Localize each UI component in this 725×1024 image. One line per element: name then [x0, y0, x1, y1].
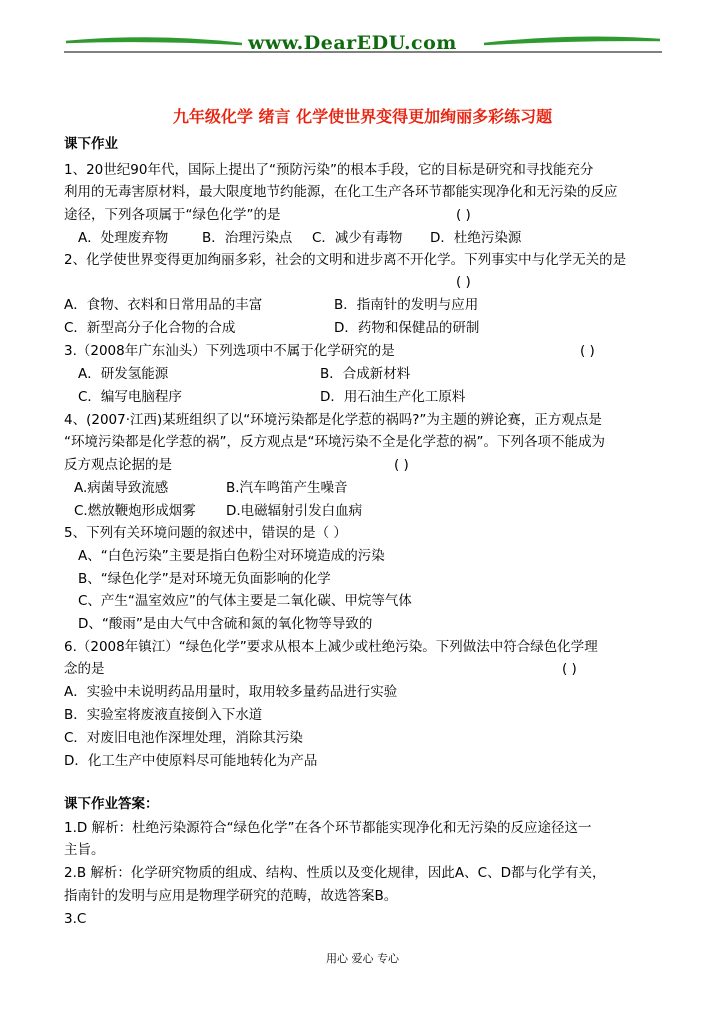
- answer-2-line2: 指南针的发明与应用是物理学研究的范畴，故选答案B。: [64, 888, 398, 904]
- q2-option-a: A．食物、衣料和日常用品的丰富: [64, 297, 263, 313]
- answer-1-line2: 主旨。: [64, 842, 105, 858]
- q1-answer-bracket: ( ): [456, 207, 471, 223]
- q5-option-d: D、“酸雨”是由大气中含硫和氮的氧化物等导致的: [78, 616, 373, 632]
- q4-option-d: D.电磁辐射引发白血病: [226, 503, 363, 519]
- q2-answer-bracket: ( ): [456, 274, 471, 290]
- q4-option-b: B.汽车鸣笛产生噪音: [226, 480, 348, 496]
- q2-option-d: D．药物和保健品的研制: [334, 320, 480, 336]
- q4-line2: “环境污染都是化学惹的祸”，反方观点是“环境污染不全是化学惹的祸”。下列各项不能成为: [64, 434, 605, 450]
- q5-option-a: A、“白色污染”主要是指白色粉尘对环境造成的污染: [78, 548, 385, 564]
- q4-line1: 4、(2007·江西)某班组织了以“环境污染都是化学惹的祸吗?”为主题的辨论赛，正方观点是: [64, 412, 602, 428]
- q3-option-a: A．研发氢能源: [78, 366, 169, 382]
- site-header: [64, 28, 662, 58]
- answer-3: 3.C: [64, 911, 87, 927]
- q6-option-d: D．化工生产中使原料尽可能地转化为产品: [64, 753, 318, 769]
- left-swoosh: [66, 38, 242, 44]
- q5-option-b: B、“绿色化学”是对环境无负面影响的化学: [78, 571, 331, 587]
- page-footer: 用心 爱心 专心: [326, 952, 399, 965]
- q1-option-b: B．治理污染点: [202, 230, 293, 246]
- q3-option-d: D．用石油生产化工原料: [320, 389, 466, 405]
- q1-option-a: A．处理废弃物: [78, 230, 169, 246]
- q5-option-c: C、产生“温室效应”的气体主要是二氧化碳、甲烷等气体: [78, 593, 412, 609]
- q2-line1: 2、化学使世界变得更加绚丽多彩，社会的文明和进步离不开化学。下列事实中与化学无关的是: [64, 252, 627, 268]
- q4-line3: 反方观点论据的是: [64, 457, 172, 473]
- q1-line2: 利用的无毒害原材料，最大限度地节约能源，在化工生产各环节都能实现净化和无污染的反应: [64, 184, 618, 200]
- q3-option-c: C．编写电脑程序: [78, 389, 182, 405]
- answers-heading: 课下作业答案：: [64, 796, 159, 812]
- right-swoosh: [484, 38, 660, 44]
- q3-line1: 3.（2008年广东汕头）下列选项中不属于化学研究的是: [64, 343, 395, 359]
- q1-line3: 途径，下列各项属于“绿色化学”的是: [64, 207, 281, 223]
- q4-answer-bracket: ( ): [394, 457, 409, 473]
- q2-option-c: C．新型高分子化合物的合成: [64, 320, 236, 336]
- answer-1-line1: 1.D 解析：杜绝污染源符合“绿色化学”在各个环节都能实现净化和无污染的反应途径这一: [64, 820, 592, 836]
- q5-line1: 5、下列有关环境问题的叙述中，错误的是（ ）: [64, 525, 347, 541]
- q6-line1: 6.（2008年镇江）“绿色化学”要求从根本上减少或杜绝污染。下列做法中符合绿色化学理: [64, 639, 598, 655]
- answer-2-line1: 2.B 解析：化学研究物质的组成、结构、性质以及变化规律，因此A、C、D都与化学有关，: [64, 865, 606, 881]
- q6-answer-bracket: ( ): [562, 661, 577, 677]
- q6-option-c: C．对废旧电池作深埋处理，消除其污染: [64, 730, 303, 746]
- homework-heading: 课下作业: [64, 136, 118, 152]
- q6-option-b: B．实验室将废液直接倒入下水道: [64, 707, 263, 723]
- site-logo: www.DearEDU.com: [248, 32, 457, 54]
- page-title: 九年级化学 绪言 化学使世界变得更加绚丽多彩练习题: [172, 107, 553, 126]
- q6-option-a: A．实验中未说明药品用量时，取用较多量药品进行实验: [64, 684, 398, 700]
- q2-option-b: B．指南针的发明与应用: [334, 297, 479, 313]
- q6-line2: 念的是: [64, 661, 105, 677]
- q1-line1: 1、20世纪90年代，国际上提出了“预防污染”的根本手段，它的目标是研究和寻找能充分: [64, 162, 594, 178]
- q4-option-a: A.病菌导致流感: [74, 480, 169, 496]
- q3-option-b: B．合成新材料: [320, 366, 411, 382]
- q3-answer-bracket: ( ): [580, 343, 595, 359]
- q1-option-d: D．杜绝污染源: [430, 230, 522, 246]
- q4-option-c: C.燃放鞭炮形成烟雾: [74, 503, 196, 519]
- q1-option-c: C．减少有毒物: [312, 230, 403, 246]
